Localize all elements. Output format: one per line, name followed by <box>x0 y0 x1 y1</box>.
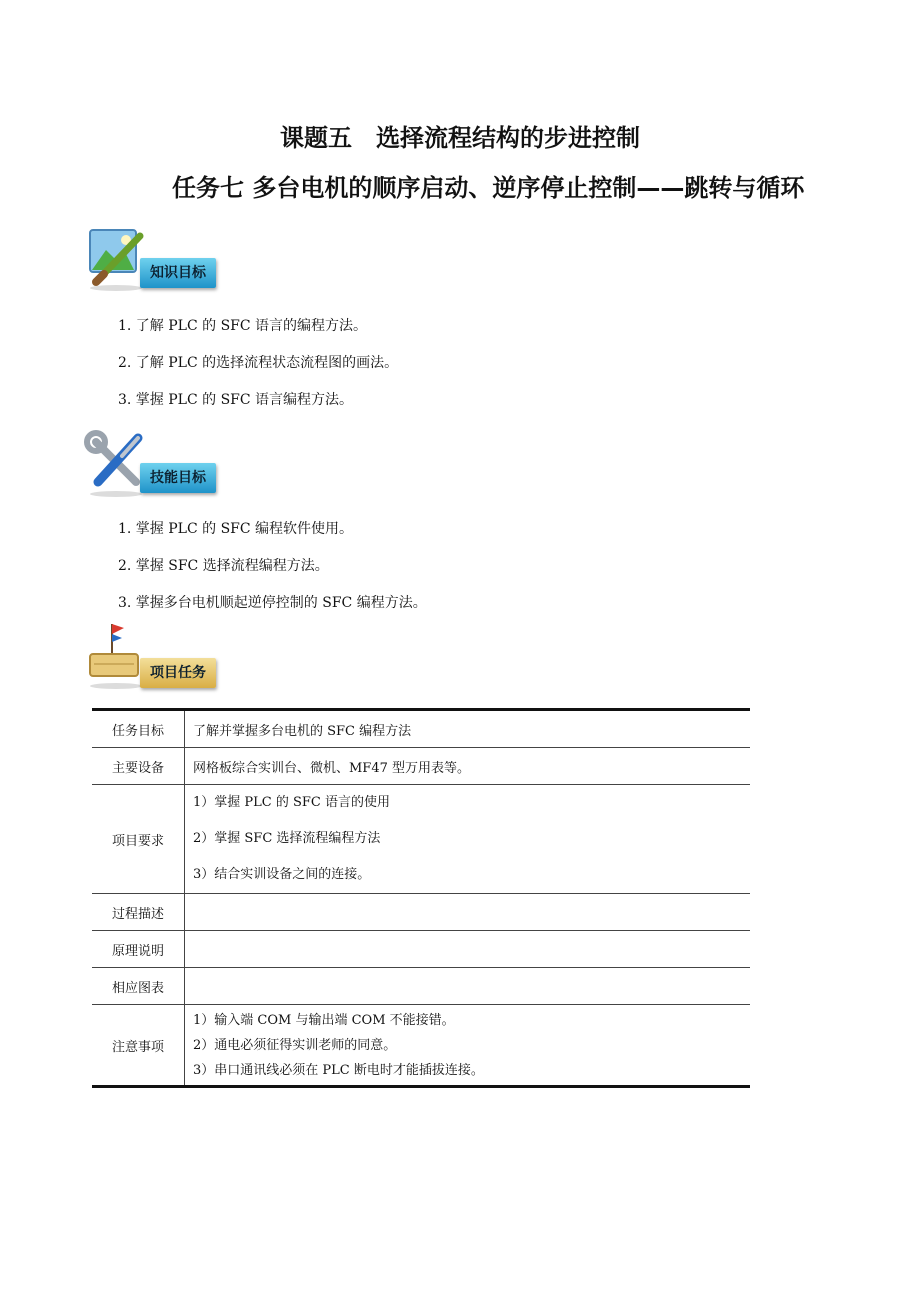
row-content <box>185 894 751 931</box>
list-item: 1. 了解 PLC 的 SFC 语言的编程方法。 <box>118 318 368 334</box>
table-row <box>92 931 750 968</box>
row-content <box>185 1005 751 1087</box>
task-title: 任务七 多台电机的顺序启动、逆序停止控制——跳转与循环 <box>172 174 805 202</box>
row-content <box>185 785 751 894</box>
row-label: 主要设备 <box>92 748 185 785</box>
skills-section-header <box>82 428 242 498</box>
table-row <box>92 968 750 1005</box>
row-label: 过程描述 <box>92 894 185 931</box>
task-table <box>92 708 750 1088</box>
list-item: 3. 掌握多台电机顺起逆停控制的 SFC 编程方法。 <box>118 595 427 611</box>
knowledge-section-header <box>82 226 242 296</box>
list-item: 3. 掌握 PLC 的 SFC 语言编程方法。 <box>118 392 354 408</box>
note-item: 2）通电必须征得实训老师的同意。 <box>193 1037 397 1053</box>
row-label: 任务目标 <box>92 710 185 748</box>
list-item: 2. 了解 PLC 的选择流程状态流程图的画法。 <box>118 355 399 371</box>
skills-list <box>118 518 427 629</box>
list-item: 2. 掌握 SFC 选择流程编程方法。 <box>118 558 329 574</box>
row-content: 了解并掌握多台电机的 SFC 编程方法 <box>193 723 412 739</box>
list-item: 1. 掌握 PLC 的 SFC 编程软件使用。 <box>118 521 354 537</box>
row-content <box>185 931 751 968</box>
requirement-item: 2）掌握 SFC 选择流程编程方法 <box>193 831 381 846</box>
row-content: 网格板综合实训台、微机、MF47 型万用表等。 <box>185 748 751 785</box>
task-badge: 项目任务 <box>140 658 216 688</box>
knowledge-badge: 知识目标 <box>140 258 216 288</box>
note-item: 1）输入端 COM 与输出端 COM 不能接错。 <box>193 1012 455 1028</box>
table-row <box>92 710 750 748</box>
requirement-item: 3）结合实训设备之间的连接。 <box>193 867 371 882</box>
requirement-item: 1）掌握 PLC 的 SFC 语言的使用 <box>193 795 390 810</box>
task-section-header <box>82 620 242 690</box>
table-row <box>92 894 750 931</box>
knowledge-list <box>118 315 398 426</box>
row-label: 项目要求 <box>92 785 185 894</box>
table-row <box>92 1005 750 1087</box>
note-item: 3）串口通讯线必须在 PLC 断电时才能插拔连接。 <box>193 1062 484 1078</box>
row-label: 相应图表 <box>92 968 185 1005</box>
skills-badge: 技能目标 <box>140 463 216 493</box>
table-row <box>92 785 750 894</box>
table-row <box>92 748 750 785</box>
lesson-title: 课题五 选择流程结构的步进控制 <box>280 124 640 152</box>
row-label: 注意事项 <box>92 1005 185 1087</box>
row-label: 原理说明 <box>92 931 185 968</box>
row-content <box>185 968 751 1005</box>
